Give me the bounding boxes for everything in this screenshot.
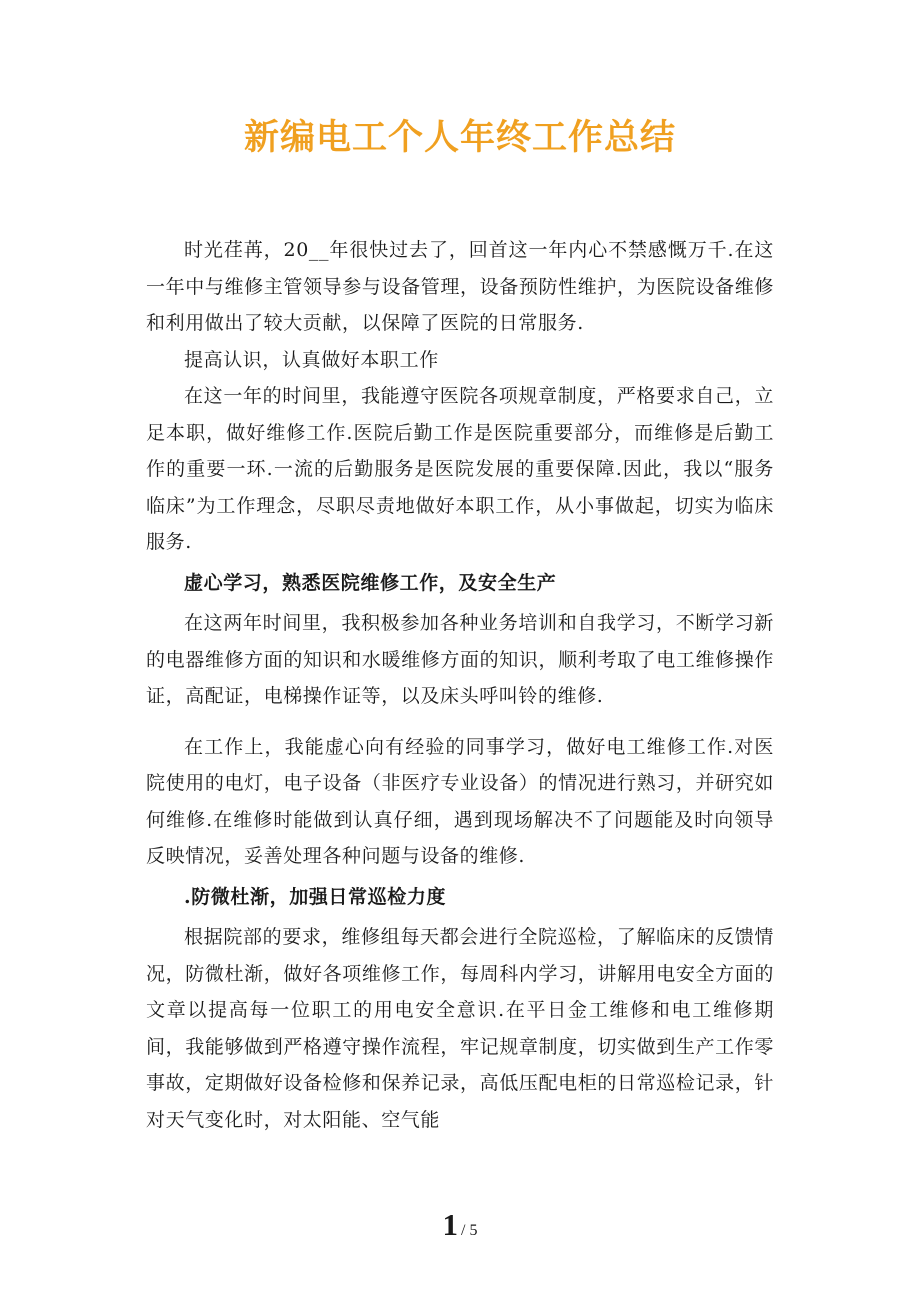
paragraph-duty: 在这一年的时间里，我能遵守医院各项规章制度，严格要求自己，立足本职，做好维修工作.医院后勤工作是医院重要部分，而维修是后勤工作的重要一环.一流的后勤服务是医院发展的重要保障.因此，我以“服务临床”为工作理念，尽职尽责地做好本职工作，从小事做起，切实为临床服务. [146, 385, 774, 553]
section-heading-awareness: 提高认识，认真做好本职工作 [184, 348, 439, 371]
page-current-number: 1 [442, 1207, 459, 1242]
paragraph-work: 在工作上，我能虚心向有经验的同事学习，做好电工维修工作.对医院使用的电灯，电子设备（非医疗专业设备）的情况进行熟习，并研究如何维修.在维修时能做到认真仔细，遇到现场解决不了问题能及时向领导反映情况，妥善处理各种问题与设备的维修. [146, 735, 774, 867]
paragraph-intro: 时光荏苒，20__年很快过去了，回首这一年内心不禁感慨万千.在这一年中与维修主管领导参与设备管理，设备预防性维护，为医院设备维修和利用做出了较大贡献，以保障了医院的日常服务. [146, 239, 774, 334]
section-heading-learning: 虚心学习，熟悉医院维修工作，及安全生产 [184, 571, 557, 594]
paragraph-inspection: 根据院部的要求，维修组每天都会进行全院巡检，了解临床的反馈情况，防微杜渐，做好各项维修工作，每周科内学习，讲解用电安全方面的文章以提高每一位职工的用电安全意识.在平日金工维修和电工维修期间，我能够做到严格遵守操作流程，牢记规章制度，切实做到生产工作零事故，定期做好设备检修和保养记录，高低压配电柜的日常巡检记录，针对天气变化时，对太阳能、空气能 [146, 926, 774, 1131]
document-title: 新编电工个人年终工作总结 [243, 117, 676, 158]
page-number [0, 1205, 920, 1251]
document-body [146, 232, 774, 1138]
paragraph-training: 在这两年时间里，我积极参加各种业务培训和自我学习，不断学习新的电器维修方面的知识和水暖维修方面的知识，顺利考取了电工维修操作证，高配证，电梯操作证等，以及床头呼叫铃的维修. [146, 612, 774, 707]
section-heading-inspection: .防微杜渐，加强日常巡检力度 [184, 885, 447, 908]
page-total: / 5 [461, 1222, 478, 1239]
